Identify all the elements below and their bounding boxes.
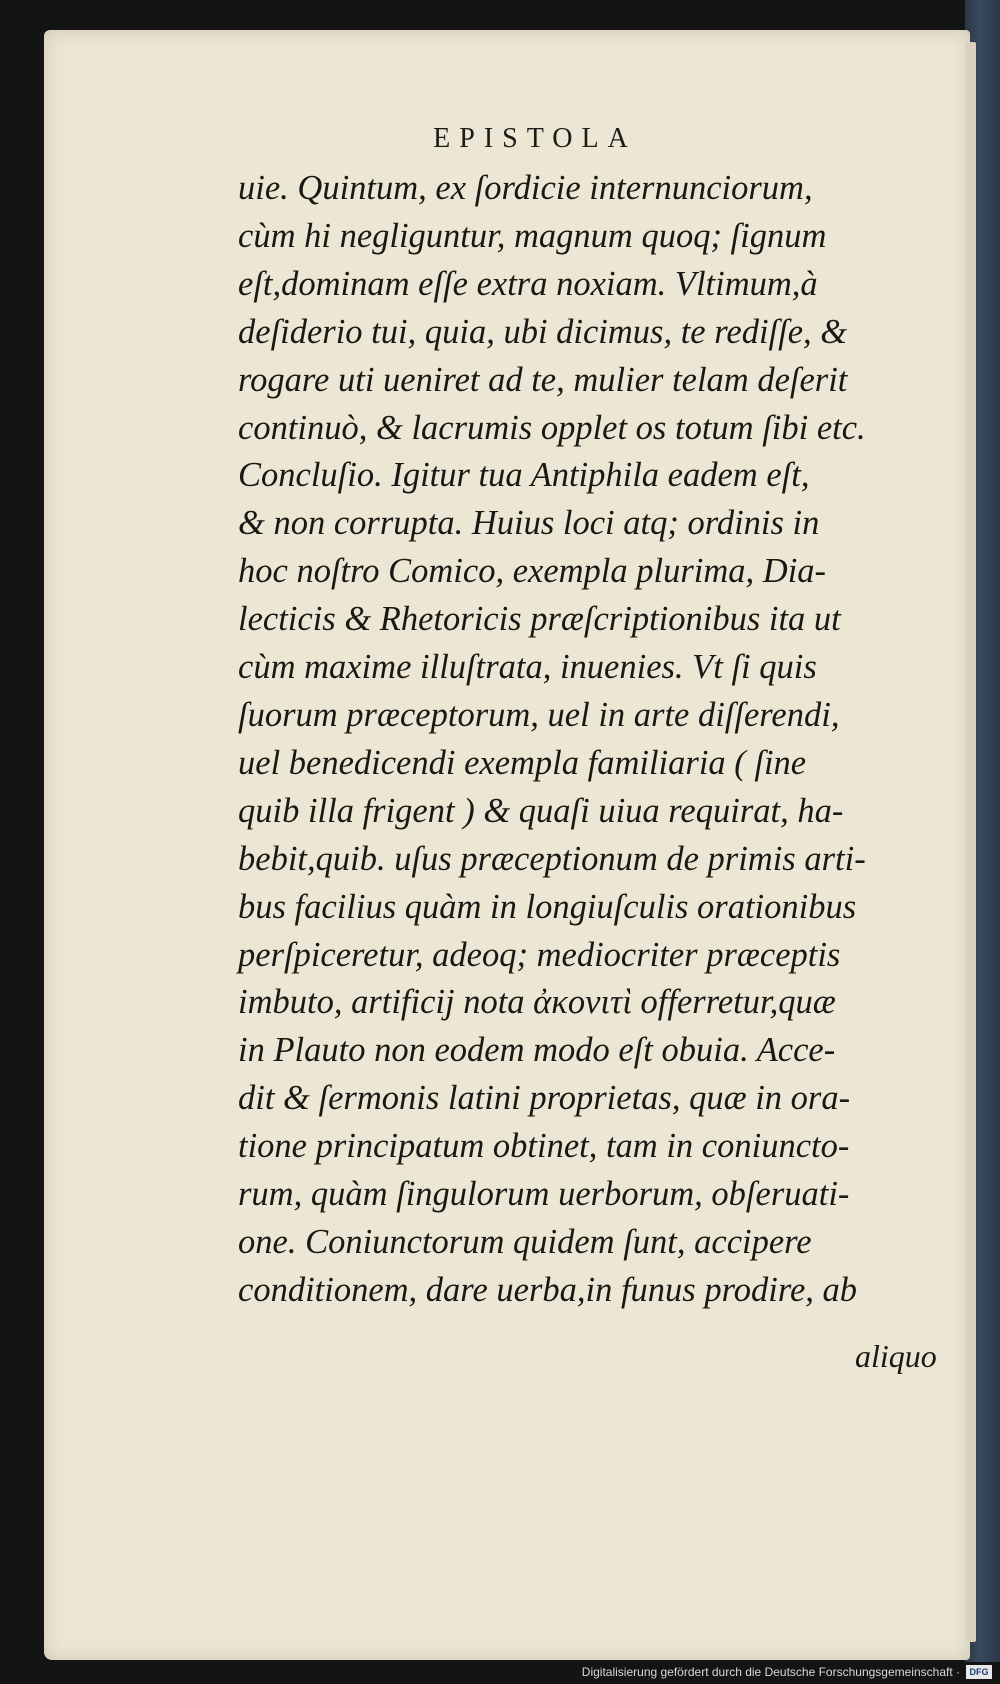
text-line: rum, quàm ſingulorum uerborum, obſeruati-	[238, 1175, 850, 1214]
text-line: & non corrupta. Huius loci atq; ordinis in	[238, 504, 820, 543]
dfg-logo: DFG	[966, 1665, 992, 1679]
text-line: cùm maxime illuſtrata, inuenies. Vt ſi quis	[238, 648, 817, 687]
digitization-footer	[0, 1662, 1000, 1684]
running-head: EPISTOLA	[433, 123, 637, 154]
text-line: cùm hi negliguntur, magnum quoq; ſignum	[238, 216, 827, 255]
text-line: uie. Quintum, ex ſordicie internunciorum,	[238, 169, 813, 207]
text-line: quib illa frigent ) & quaſi uiua requirat, ha-	[238, 791, 844, 830]
catchword: aliquo	[855, 1338, 937, 1374]
text-line: dit & ſermonis latini proprietas, quæ in ora-	[238, 1079, 851, 1118]
text-line: in Plauto non eodem modo eſt obuia. Acce-	[238, 1031, 836, 1070]
text-line: rogare uti ueniret ad te, mulier telam deſerit	[238, 360, 848, 399]
text-line: bus facilius quàm in longiuſculis orationibus	[238, 887, 857, 926]
text-line: tione principatum obtinet, tam in coniuncto-	[238, 1127, 850, 1166]
text-line: lecticis & Rhetoricis præſcriptionibus ita ut	[238, 600, 841, 639]
footer-credit: Digitalisierung gefördert durch die Deutsche Forschungsgemeinschaft ·	[581, 1665, 960, 1679]
text-line: perſpiceretur, adeoq; mediocriter præceptis	[238, 935, 841, 974]
text-line: ſuorum præceptorum, uel in arte diſſerendi,	[238, 695, 840, 734]
text-line: imbuto, artificij nota ἀκονιτὶ offerretur,quæ	[238, 983, 836, 1022]
body-text	[238, 165, 958, 1315]
text-line: conditionem, dare uerba,in funus prodire, ab	[238, 1270, 858, 1309]
text-line: one. Coniunctorum quidem ſunt, accipere	[238, 1222, 812, 1261]
text-line: eſt,dominam eſſe extra noxiam. Vltimum,à	[238, 264, 818, 303]
text-line: uel benedicendi exempla familiaria ( ſine	[238, 743, 807, 782]
text-line: bebit,quib. uſus præceptionum de primis arti-	[238, 839, 866, 878]
text-line: continuò, & lacrumis opplet os totum ſibi etc.	[238, 408, 866, 447]
text-line: deſiderio tui, quia, ubi dicimus, te rediſſe, &	[238, 312, 848, 351]
text-line: hoc noſtro Comico, exempla plurima, Dia-	[238, 552, 827, 591]
page-stack-edge	[966, 42, 976, 1642]
text-line: Concluſio. Igitur tua Antiphila eadem eſt,	[238, 456, 810, 495]
